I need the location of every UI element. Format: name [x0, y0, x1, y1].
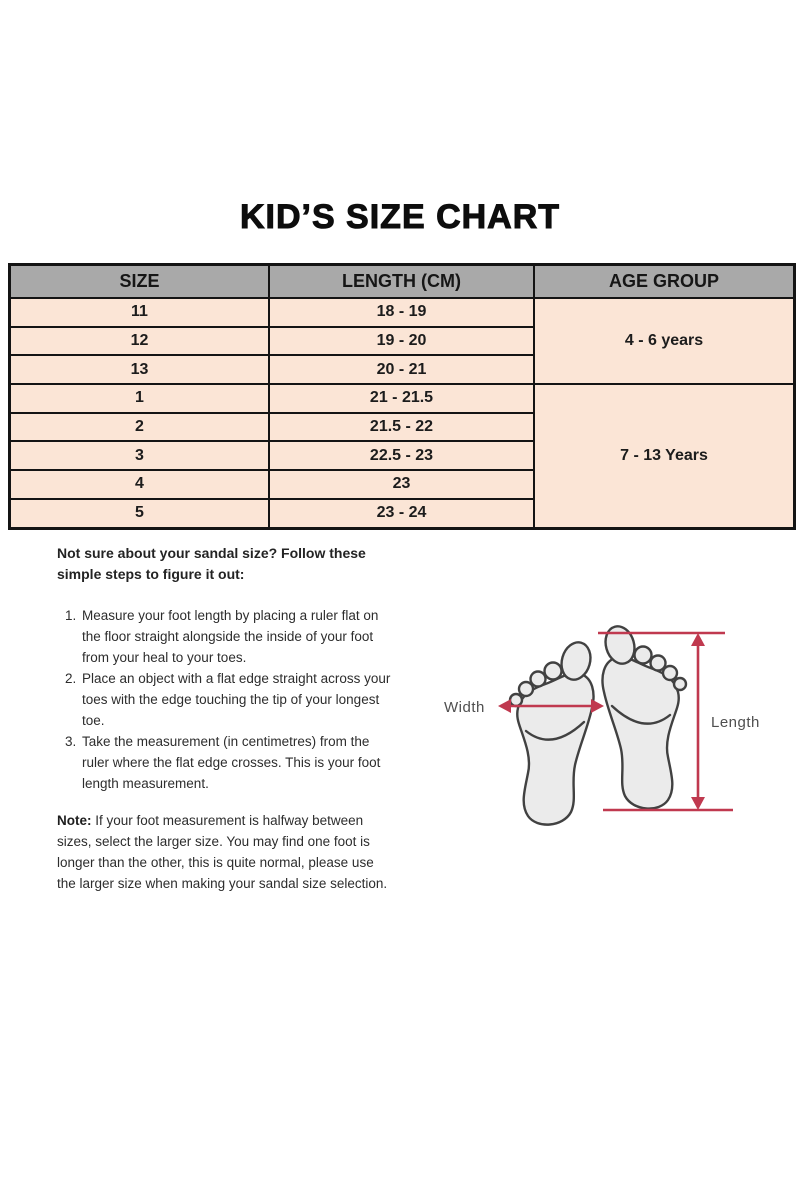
length-cell: 20 - 21 — [269, 355, 534, 384]
length-cell: 19 - 20 — [269, 327, 534, 356]
table-row — [10, 384, 795, 413]
sizing-note — [57, 810, 389, 894]
length-cell: 23 — [269, 470, 534, 499]
age-group-cell: 7 - 13 Years — [534, 384, 795, 528]
age-group-cell: 4 - 6 years — [534, 298, 795, 384]
column-header-length: LENGTH (CM) — [269, 265, 534, 299]
size-cell: 12 — [10, 327, 270, 356]
column-header-size: SIZE — [10, 265, 270, 299]
size-cell: 3 — [10, 441, 270, 470]
length-cell: 23 - 24 — [269, 499, 534, 528]
measuring-steps-list — [57, 605, 398, 794]
size-cell: 2 — [10, 413, 270, 442]
size-cell: 11 — [10, 298, 270, 327]
length-cell: 21 - 21.5 — [269, 384, 534, 413]
left-foot-illustration — [510, 639, 595, 825]
size-cell: 13 — [10, 355, 270, 384]
length-cell: 21.5 - 22 — [269, 413, 534, 442]
right-foot-illustration — [601, 623, 686, 809]
length-cell: 18 - 19 — [269, 298, 534, 327]
table-header-row — [10, 265, 795, 299]
size-cell: 1 — [10, 384, 270, 413]
length-cell: 22.5 - 23 — [269, 441, 534, 470]
width-label: Width — [444, 699, 485, 716]
measuring-guide — [57, 543, 402, 894]
measuring-step-1: 1. Measure your foot length by placing a ruler flat on the floor straight alongside the inside of your foot from your heal to your toes. — [80, 605, 398, 668]
foot-measurement-diagram — [430, 600, 770, 840]
page-title: KID’S SIZE CHART — [239, 198, 561, 236]
table-row — [10, 298, 795, 327]
size-cell: 4 — [10, 470, 270, 499]
note-label: Note: — [57, 813, 92, 828]
size-chart-table — [8, 263, 796, 530]
measuring-step-2: 2. Place an object with a flat edge straight across your toes with the edge touching the tip of your longest toe. — [80, 668, 398, 731]
column-header-age-group: AGE GROUP — [534, 265, 795, 299]
size-cell: 5 — [10, 499, 270, 528]
measuring-step-3: 3. Take the measurement (in centimetres) from the ruler where the flat edge crosses. This is your foot length measurement. — [80, 731, 398, 794]
note-text: If your foot measurement is halfway between sizes, select the larger size. You may find one foot is longer than the other, this is quite normal, please use the larger size when making your sandal size selection. — [57, 813, 388, 891]
guide-intro: Not sure about your sandal size? Follow these simple steps to figure it out: — [57, 545, 366, 582]
length-label: Length — [711, 714, 760, 731]
